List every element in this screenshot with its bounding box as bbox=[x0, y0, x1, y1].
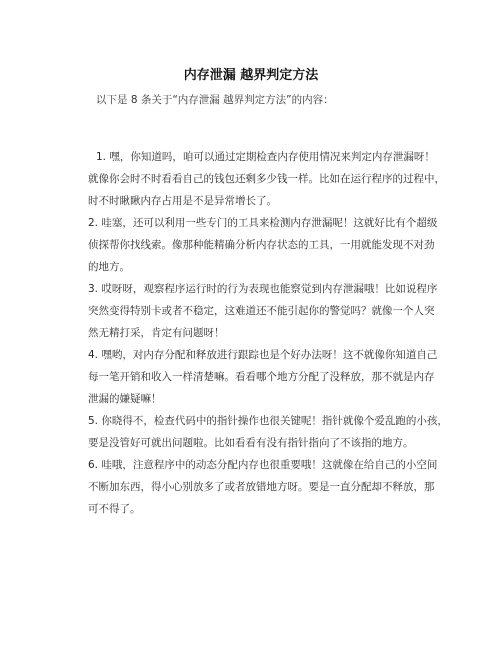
list-item-line: 5. 你晓得不，检查代码中的指针操作也很关键呢！指针就像个爱乱跑的小孩， bbox=[88, 415, 448, 427]
list-item-line: 不断加东西，得小心别放多了或者放错地方呀。要是一直分配却不释放，那 bbox=[88, 481, 435, 493]
list-item-line: 3. 哎呀呀，观察程序运行时的行为表现也能察觉到内存泄漏哦！比如说程序 bbox=[88, 283, 438, 295]
list-item-line: 泄漏的嫌疑嘛！ bbox=[88, 393, 162, 405]
list-item bbox=[88, 410, 448, 454]
list-item-line: 2. 哇塞，还可以利用一些专门的工具来检测内存泄漏呢！这就好比有个超级 bbox=[88, 217, 438, 229]
list-item-line: 1. 嘿，你知道吗，咱可以通过定期检查内存使用情况来判定内存泄漏呀！ bbox=[96, 151, 435, 163]
list-item bbox=[88, 454, 442, 520]
list-item-line: 要是没管好可就出问题啦。比如看看有没有指针指向了不该指的地方。 bbox=[88, 437, 414, 449]
list-item bbox=[88, 212, 442, 278]
list-item bbox=[88, 146, 445, 212]
list-item-line: 6. 哇哦，注意程序中的动态分配内存也很重要哦！这就像在给自己的小空间 bbox=[88, 459, 438, 471]
list-item-line: 4. 嘿哟，对内存分配和释放进行跟踪也是个好办法呀！这不就像你知道自己 bbox=[88, 349, 438, 361]
document-intro: 以下是 8 条关于“内存泄漏 越界判定方法”的内容： bbox=[96, 94, 334, 106]
list-item-line: 侦探帮你找线索。像那种能精确分析内存状态的工具，一用就能发现不对劲 bbox=[88, 239, 435, 251]
list-item-line: 时不时瞅瞅内存占用是不是异常增长了。 bbox=[88, 195, 277, 207]
list-item bbox=[88, 344, 442, 410]
list-item-line: 可不得了。 bbox=[88, 503, 141, 515]
item-list bbox=[88, 146, 448, 520]
list-item-line: 每一笔开销和收入一样清楚嘛。看看哪个地方分配了没释放，那不就是内存 bbox=[88, 371, 435, 383]
list-item-line: 就像你会时不时看看自己的钱包还剩多少钱一样。比如在运行程序的过程中， bbox=[88, 173, 445, 185]
list-item-line: 突然变得特别卡或者不稳定，这难道还不能引起你的警觉吗？就像一个人突 bbox=[88, 305, 435, 317]
document-title: 内存泄漏 越界判定方法 bbox=[183, 68, 319, 83]
list-item bbox=[88, 278, 442, 344]
list-item-line: 然无精打采，肯定有问题呀！ bbox=[88, 327, 225, 339]
list-item-line: 的地方。 bbox=[88, 261, 130, 273]
